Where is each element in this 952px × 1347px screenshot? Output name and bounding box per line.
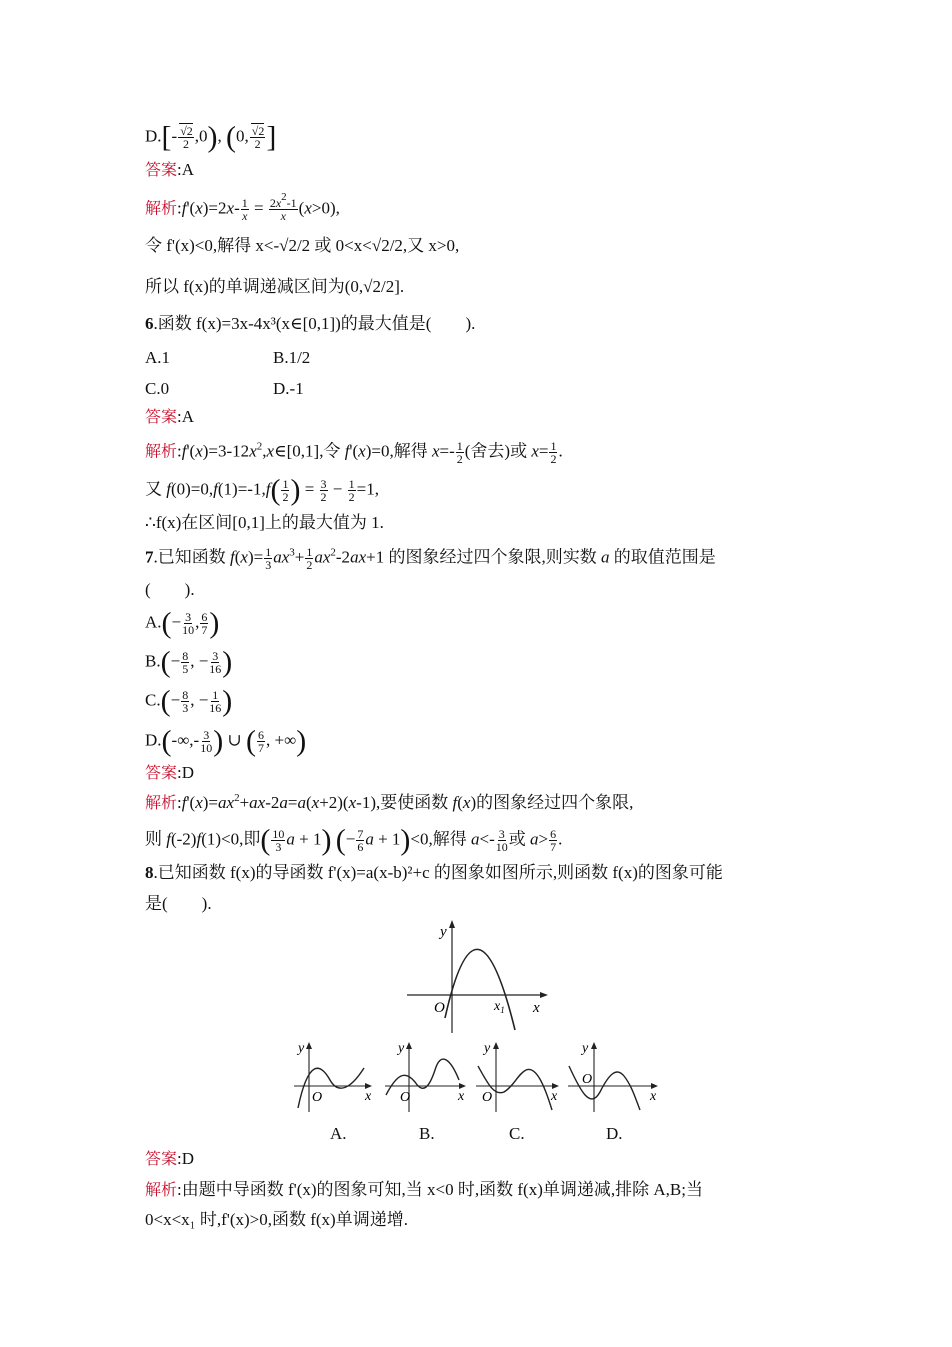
q7-stem-line1: 7.已知函数 f(x)= $\frac{1}{3}$ $ax^3+$ $\frac{1}{2}$ $ax^2-2ax+1$ 的图象经过四个象限,则实数 a 的取值范围是	[145, 545, 716, 572]
q6-option-b: B.1/2	[273, 348, 311, 367]
q6-options-row2	[145, 378, 304, 400]
svg-text:O: O	[400, 1090, 411, 1105]
q5-analysis-line3: 所以 f(x)的单调递减区间为(0,√2/2].	[145, 277, 405, 296]
origin-label: O	[434, 1000, 445, 1016]
derivative-graph	[402, 915, 552, 1037]
graph-label-c: C.	[509, 1124, 525, 1143]
q5-answer	[145, 159, 194, 181]
option-graph-b	[383, 1040, 468, 1114]
svg-text:y: y	[398, 1041, 405, 1056]
analysis-label: 解析	[145, 1180, 178, 1199]
q7-option-b: B.(− $\frac{8}{5}$ , − $\frac{3}{16}$ )	[145, 645, 233, 679]
q6-answer	[145, 406, 194, 428]
option-graph-d	[566, 1040, 662, 1114]
svg-text:x: x	[650, 1089, 657, 1104]
q6-analysis-line3: ∴f(x)在区间[0,1]上的最大值为 1.	[145, 513, 384, 532]
answer-label: 答案	[145, 160, 178, 179]
graph-label-d: D.	[606, 1124, 623, 1143]
q5-analysis-line1: 解析:f'(x)=2x- $\frac{1}{x}$ = $\frac{2x^2-1}{x}$ (x>0),	[145, 191, 340, 223]
answer-value: :A	[177, 407, 195, 426]
q7-stem-line2: ( ).	[145, 580, 195, 599]
q6-stem: 6.函数 f(x)=3x-4x³(x∈[0,1])的最大值是( ).	[145, 314, 476, 333]
q7-option-a: A.(− $\frac{3}{10}$ , $\frac{6}{7}$ )	[145, 606, 220, 640]
q7-analysis-line2: 则 f(-2)f(1)<0,即( $\frac{10}{3}$ a + 1) (− $\frac{7}{6}$ a + 1)<0,解得 a<- $\frac{3}{10}$ 或 a> $\frac{6}{7}$ .	[145, 823, 563, 857]
svg-text:x: x	[365, 1089, 372, 1104]
answer-label: 答案	[145, 407, 178, 426]
option-graph-c	[474, 1040, 562, 1114]
graph-label-b: B.	[419, 1124, 435, 1143]
answer-label: 答案	[145, 1149, 178, 1168]
q6-option-d: D.-1	[273, 379, 304, 398]
q7-option-d: D.(-∞,- $\frac{3}{10}$ ) ∪ ( $\frac{6}{7}$ , +∞)	[145, 724, 307, 758]
svg-text:x: x	[458, 1089, 465, 1104]
svg-text:O: O	[312, 1090, 323, 1105]
q7-option-c: C.(− $\frac{8}{3}$ , − $\frac{1}{16}$ )	[145, 684, 233, 718]
q6-options-row1	[145, 347, 310, 369]
svg-text:x: x	[551, 1089, 558, 1104]
q5-analysis-line2: 令 f'(x)<0,解得 x<-√2/2 或 0<x<√2/2,又 x>0,	[145, 236, 460, 255]
q6-analysis-line1: 解析$:f'(x)=3-12x^2,x\in[0,1]$,令 f'(x)=0,解得 x=- $\frac{1}{2}$ (舍去)或 x= $\frac{1}{2}$ .	[145, 439, 563, 466]
q8-answer	[145, 1148, 194, 1170]
y-axis-label: y	[440, 924, 447, 940]
answer-value: :D	[177, 763, 195, 782]
q8-analysis-line1: 解析:由题中导函数 f'(x)的图象可知,当 x<0 时,函数 f(x)单调递减,排除 A,B;当	[145, 1180, 703, 1199]
question-number: 8	[145, 863, 154, 882]
q7-answer	[145, 762, 194, 784]
graph-label-a: A.	[330, 1124, 347, 1143]
svg-text:y: y	[484, 1041, 491, 1056]
svg-text:O: O	[482, 1090, 493, 1105]
svg-text:y: y	[582, 1041, 589, 1056]
q5-option-d: D.[- $\frac{√2}{2}$ ,0), (0, $\frac{√2}{2}$ ]	[145, 120, 277, 154]
option-graph-a	[292, 1040, 374, 1114]
q6-analysis-line2: 又 f(0)=0,f(1)=-1,f( $\frac{1}{2}$ ) = $\frac{3}{2}$ − $\frac{1}{2}$ =1,	[145, 473, 379, 507]
answer-label: 答案	[145, 763, 178, 782]
q8-stem-line2: 是( ).	[145, 894, 212, 913]
answer-value: :D	[177, 1149, 195, 1168]
analysis-label: 解析	[145, 793, 178, 812]
svg-text:y: y	[298, 1041, 305, 1056]
q7-analysis-line1: 解析$:f'(x)=ax^2+ax-2a=a(x+2)(x-1)$,要使函数 f(x)的图象经过四个象限,	[145, 792, 634, 812]
analysis-label: 解析	[145, 198, 178, 218]
svg-text:O: O	[582, 1072, 593, 1087]
q6-option-a: A.1	[145, 348, 171, 367]
question-number: 7	[145, 547, 154, 567]
q8-stem-line1: 8.已知函数 f(x)的导函数 f'(x)=a(x-b)²+c 的图象如图所示,则函数 f(x)的图象可能	[145, 863, 723, 882]
q8-analysis-line2: 0<x<x₁ 时,f'(x)>0,函数 f(x)单调递增.	[145, 1210, 408, 1229]
x1-label: $x_1$	[494, 999, 505, 1015]
answer-value: :A	[177, 160, 195, 179]
x-axis-label: x	[533, 1000, 540, 1016]
analysis-label: 解析	[145, 441, 178, 461]
question-number: 6	[145, 314, 154, 333]
q6-option-c: C.0	[145, 379, 170, 398]
